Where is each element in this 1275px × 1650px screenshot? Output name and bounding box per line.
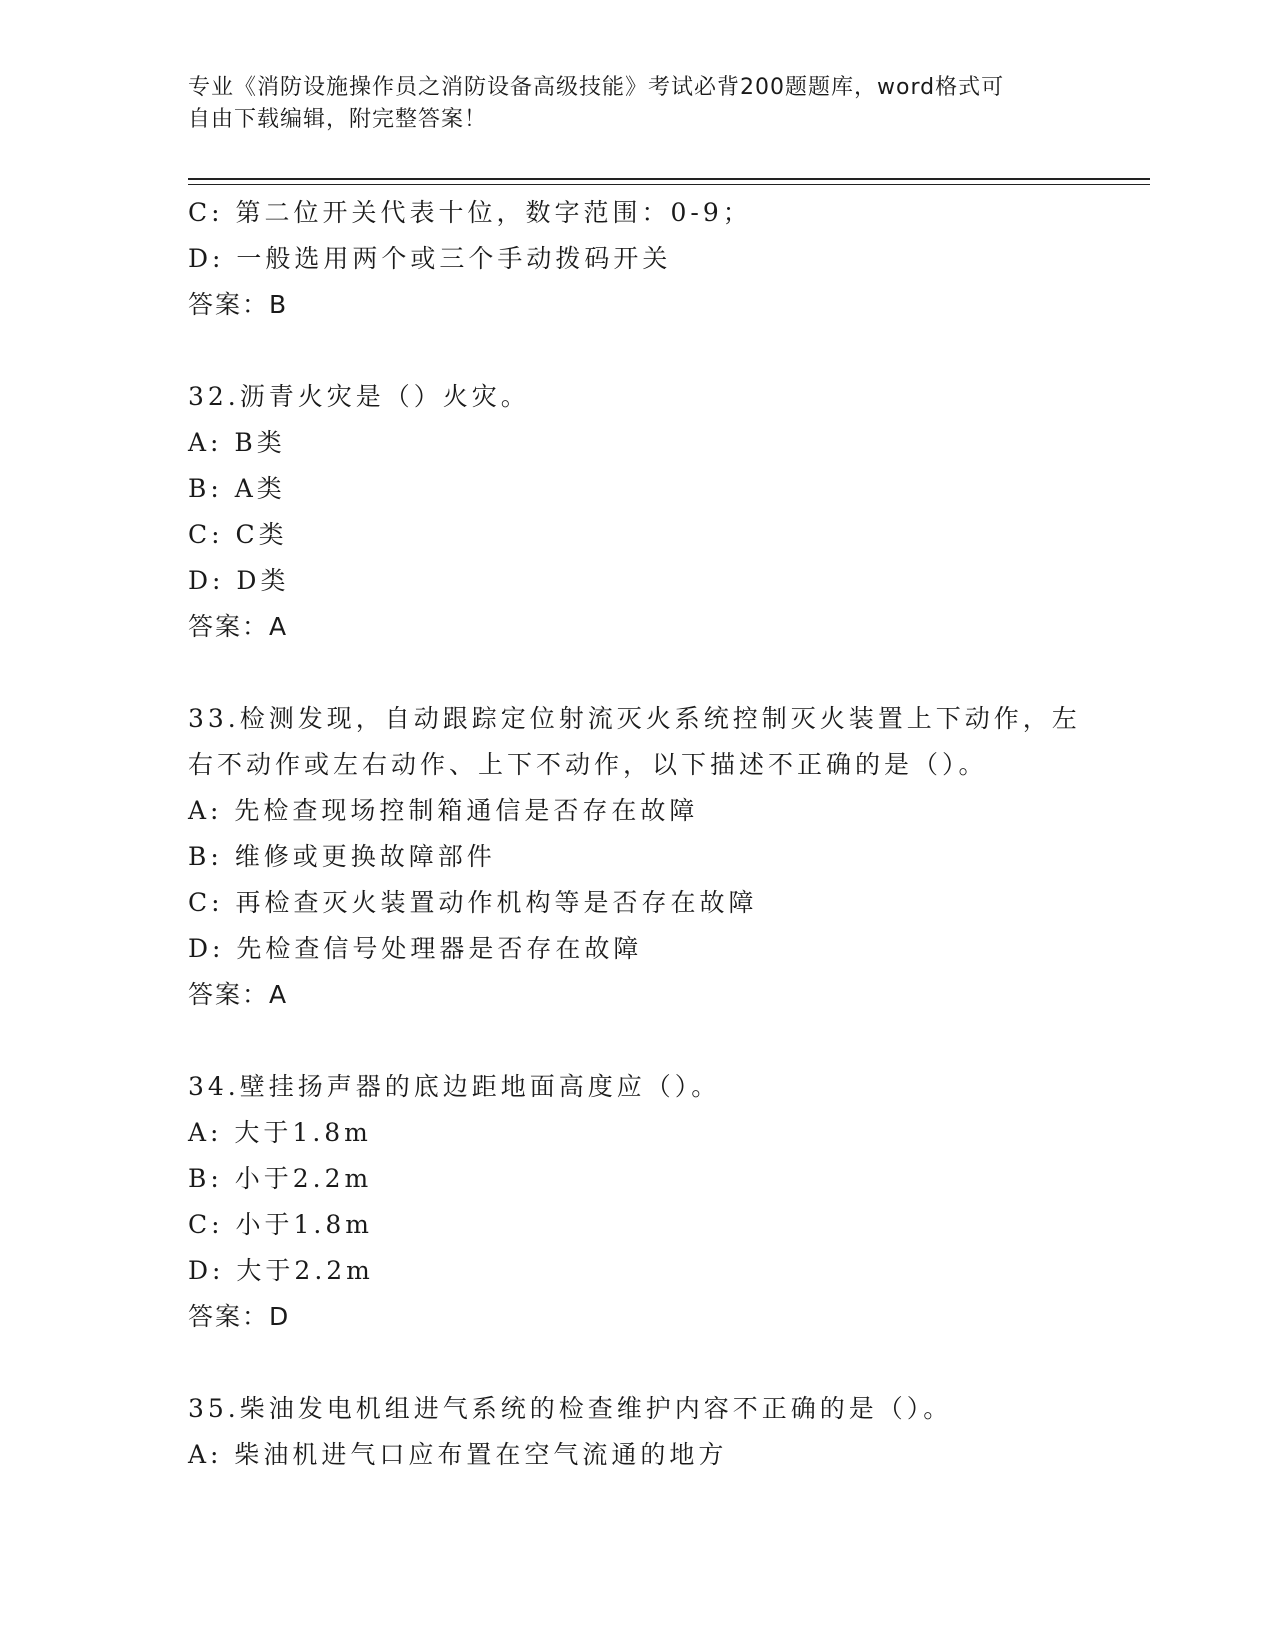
question-stem: 33.检测发现，自动跟踪定位射流灭火系统控制灭火装置上下动作，左 [188, 704, 1081, 733]
question-33 [188, 696, 1088, 1018]
answer-line: 答案：B [188, 290, 289, 319]
document-header [188, 72, 1088, 136]
option-d: D: 大于2.2m [188, 1256, 374, 1285]
spacer [188, 1018, 1088, 1064]
spacer [188, 328, 1088, 374]
question-stem: 34.壁挂扬声器的底边距地面高度应（）。 [188, 1072, 721, 1101]
option-d: D: 先检查信号处理器是否存在故障 [188, 934, 643, 963]
option-a: A: 大于1.8m [188, 1118, 372, 1147]
answer-line: 答案：A [188, 980, 289, 1009]
carry-over-block [188, 190, 1088, 328]
option-c: C: C类 [188, 520, 288, 549]
question-34 [188, 1064, 1088, 1340]
question-35 [188, 1386, 1088, 1478]
option-a: A: B类 [188, 428, 286, 457]
option-c: C: 第二位开关代表十位，数字范围：0-9； [188, 198, 752, 227]
option-d: D: D类 [188, 566, 290, 595]
option-c: C: 小于1.8m [188, 1210, 373, 1239]
header-divider-thin [188, 184, 1150, 185]
spacer [188, 1340, 1088, 1386]
question-stem: 32.沥青火灾是（）火灾。 [188, 382, 530, 411]
option-b: B: 小于2.2m [188, 1164, 373, 1193]
header-divider-thick [188, 178, 1150, 180]
option-b: B: A类 [188, 474, 286, 503]
question-stem: 35.柴油发电机组进气系统的检查维护内容不正确的是（）。 [188, 1394, 953, 1423]
option-a: A: 先检查现场控制箱通信是否存在故障 [188, 796, 699, 825]
answer-line: 答案：A [188, 612, 289, 641]
answer-line: 答案：D [188, 1302, 291, 1331]
header-line-1: 专业《消防设施操作员之消防设备高级技能》考试必背200题题库，word格式可 [188, 75, 1005, 100]
option-d: D: 一般选用两个或三个手动拨码开关 [188, 244, 672, 273]
header-line-2: 自由下载编辑，附完整答案！ [188, 107, 488, 132]
question-list [188, 190, 1088, 1478]
option-a: A: 柴油机进气口应布置在空气流通的地方 [188, 1440, 728, 1469]
question-32 [188, 374, 1088, 650]
question-stem-continued: 右不动作或左右动作、上下不动作，以下描述不正确的是（）。 [188, 750, 988, 779]
option-b: B: 维修或更换故障部件 [188, 842, 496, 871]
option-c: C: 再检查灭火装置动作机构等是否存在故障 [188, 888, 758, 917]
spacer [188, 650, 1088, 696]
